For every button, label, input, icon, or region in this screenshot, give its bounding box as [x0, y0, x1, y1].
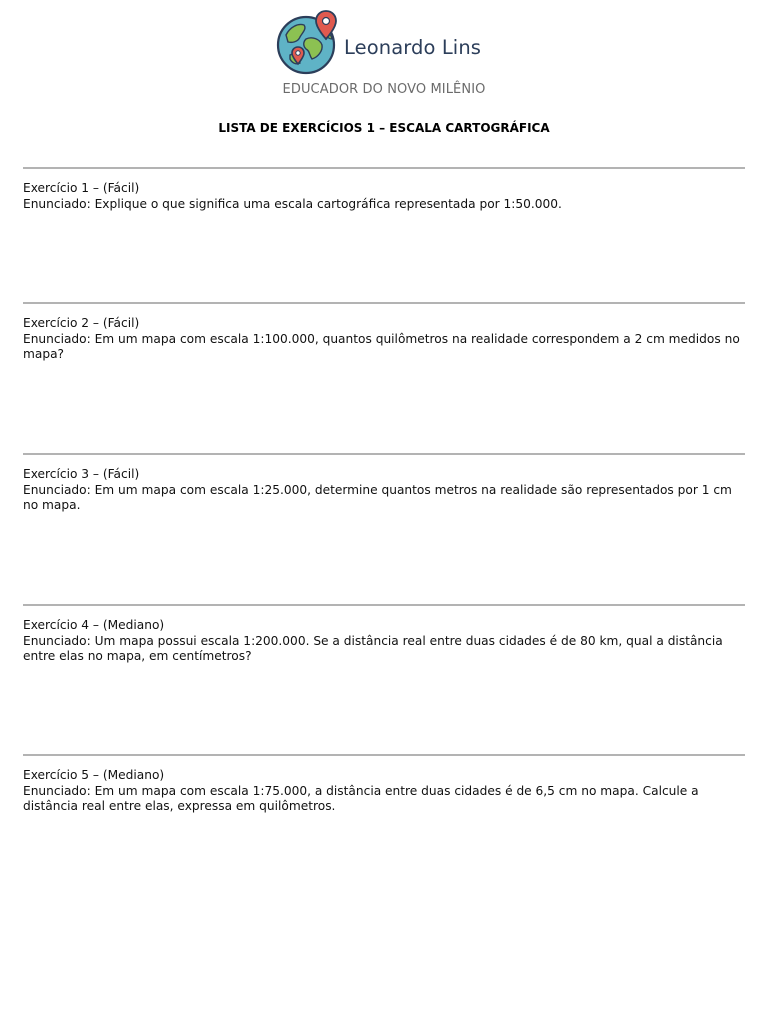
brand-logo	[276, 8, 481, 78]
divider	[23, 754, 745, 756]
exercise-3	[23, 453, 745, 514]
brand-name: Leonardo Lins	[344, 35, 482, 59]
exercise-heading: Exercício 1 – (Fácil)	[23, 181, 140, 195]
divider	[23, 302, 745, 304]
exercise-statement: Enunciado: Um mapa possui escala 1:200.000. Se a distância real entre duas cidades é de 80 km, qual a distância entre elas no mapa, em centímetros?	[23, 633, 723, 664]
exercise-heading: Exercício 5 – (Mediano)	[23, 768, 165, 782]
exercise-statement: Enunciado: Explique o que significa uma escala cartográfica representada por 1:50.000.	[23, 196, 562, 211]
exercise-heading: Exercício 4 – (Mediano)	[23, 618, 165, 632]
exercise-5	[23, 754, 745, 815]
divider	[23, 604, 745, 606]
exercise-1	[23, 167, 745, 212]
exercise-statement: Enunciado: Em um mapa com escala 1:25.000, determine quantos metros na realidade são representados por 1 cm no mapa.	[23, 482, 732, 513]
exercise-heading: Exercício 3 – (Fácil)	[23, 467, 140, 481]
exercise-statement: Enunciado: Em um mapa com escala 1:75.000, a distância entre duas cidades é de 6,5 cm no mapa. Calcule a distância real entre elas, expressa em quilômetros.	[23, 783, 699, 814]
exercise-2	[23, 302, 745, 363]
brand-tagline: EDUCADOR DO NOVO MILÊNIO	[282, 82, 486, 97]
divider	[23, 167, 745, 169]
divider	[23, 453, 745, 455]
document-title: LISTA DE EXERCÍCIOS 1 – ESCALA CARTOGRÁFICA	[218, 121, 550, 135]
globe-with-map-pins-icon	[276, 9, 340, 77]
exercise-statement: Enunciado: Em um mapa com escala 1:100.000, quantos quilômetros na realidade correspondem a 2 cm medidos no mapa?	[23, 331, 740, 362]
exercise-heading: Exercício 2 – (Fácil)	[23, 316, 140, 330]
document-header	[0, 0, 768, 110]
exercise-4	[23, 604, 745, 665]
